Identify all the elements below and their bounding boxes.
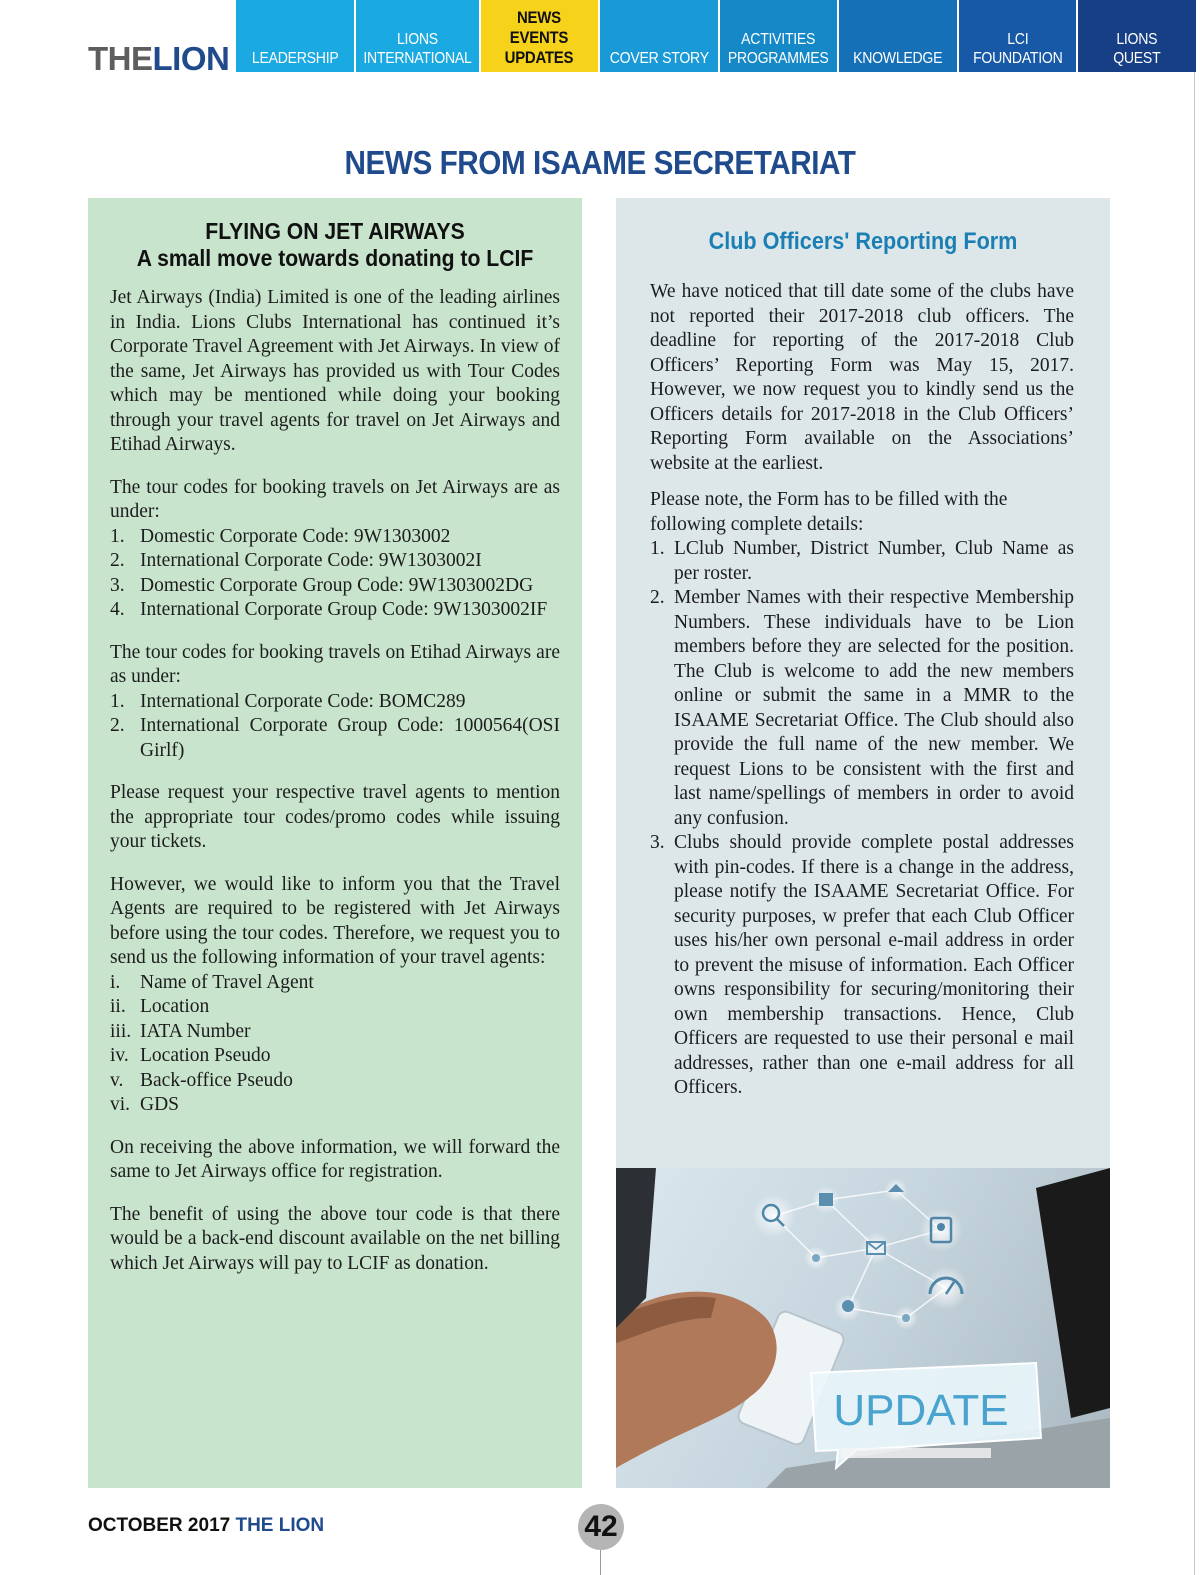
item-number: 2. [110, 715, 125, 736]
keyboard-shape [841, 1448, 991, 1458]
heading-line-1: FLYING ON JET AIRWAYS [205, 218, 465, 244]
item-text: Domestic Corporate Code: 9W1303002 [140, 525, 451, 547]
nav-tab-knowledge[interactable] [837, 0, 957, 72]
nav-tab-lions-international[interactable] [354, 0, 479, 72]
item-text: Member Names with their respective Membership Numbers. These individuals have to be Lion members before they are selected for the position. The Club is welcome to add the new members online or submit the same in a MMR to the ISAAME Secretariat Office. The Club should also provide the full name of the new member. We request Lions to be consistent with the first and last name/spellings of members in order to avoid any confusion. [674, 587, 1074, 829]
item-number: 2. [650, 587, 665, 608]
list-item [650, 586, 1074, 831]
paragraph: The tour codes for booking travels on Etihad Airways are as under: [110, 641, 560, 687]
lightbulb-icon [834, 1294, 862, 1322]
list-item [110, 1069, 560, 1094]
item-number: 4. [110, 599, 125, 620]
update-illustration-svg [616, 1168, 1110, 1488]
item-number: 3. [110, 574, 125, 596]
item-text: Name of Travel Agent [140, 971, 314, 993]
calendar-icon [812, 1186, 840, 1214]
paragraph: On receiving the above information, we will forward the same to Jet Airways office for registration. [110, 1136, 560, 1182]
mail-icon [860, 1232, 892, 1264]
list-item [110, 1044, 560, 1069]
item-number: 3. [650, 832, 665, 853]
item-text: International Corporate Code: BOMC289 [140, 690, 466, 712]
footer-issue [88, 1515, 324, 1537]
update-caption: UPDATE [833, 1386, 1009, 1435]
list-item [110, 690, 560, 715]
list-item [110, 525, 560, 550]
nav-tab-lions-quest[interactable] [1076, 0, 1196, 72]
item-number: ii. [110, 996, 126, 1017]
heart-icon [894, 1306, 918, 1330]
item-number: vi. [110, 1094, 131, 1115]
paragraph: The benefit of using the above tour code is that there would be a back-end discount available on the net billing which Jet Airways will pay to LCIF as donation. [110, 1203, 560, 1274]
list-item [110, 995, 560, 1020]
item-number: iii. [110, 1020, 132, 1042]
jet-tour-codes-list [110, 525, 560, 623]
logo-the: THE [88, 40, 153, 77]
page-number: 42 [578, 1504, 624, 1550]
list-item [110, 549, 560, 574]
section-nav [234, 0, 1196, 72]
item-number: 2. [110, 550, 125, 571]
paragraph: However, we would like to inform you that the Travel Agents are required to be registered with Jet Airways before using the tour codes. Therefore, we request you to send us the following information of your travel agents: [110, 873, 560, 968]
etihad-tour-codes-list [110, 690, 560, 764]
item-text: Location [140, 996, 210, 1017]
list-item [650, 537, 1074, 586]
item-text: IATA Number [140, 1020, 251, 1042]
gauge-icon [924, 1266, 968, 1310]
item-text: Back-office Pseudo [140, 1069, 293, 1091]
magazine-logo [88, 40, 229, 78]
item-text: Location Pseudo [140, 1045, 271, 1066]
paragraph: The tour codes for booking travels on Jet Airways are as under: [110, 476, 560, 522]
item-number: iv. [110, 1045, 129, 1066]
agent-info-list [110, 971, 560, 1118]
search-icon [752, 1194, 796, 1238]
item-text: International Corporate Group Code: 1000564(OSI Girlf) [140, 715, 560, 761]
nav-tab-lci-foundation[interactable] [957, 0, 1077, 72]
paragraph: Please note, the Form has to be filled with the following complete details: [650, 489, 1008, 535]
list-item [110, 574, 560, 599]
list-item [110, 598, 560, 623]
nav-tab-label: ACTIVITIES PROGRAMMES [728, 31, 829, 67]
nav-tab-label: NEWS EVENTS UPDATES [505, 8, 574, 67]
page-number-divider [600, 1550, 601, 1575]
nav-tab-label: KNOWLEDGE [853, 50, 943, 67]
paragraph: We have noticed that till date some of the clubs have not reported their 2017-2018 club officers. The deadline for reporting of the 2017-2018 Club Officers’ Reporting Form was May 15, 2017. However, we now request you to kindly send us the Officers details for 2017-2018 in the Club Officers’ Reporting Form available on the Associations’ website at the earliest. [650, 281, 1074, 474]
list-item [650, 831, 1074, 1101]
item-text: Clubs should provide complete postal addresses with pin-codes. If there is a change in the address, please notify the ISAAME Secretariat Office. For security purposes, w prefer that each Club Officer uses his/her own personal e-mail address in order to prevent the misuse of information. Each Officer owns responsibility for securing/monitoring their own membership transactions. Hence, Club Officers are requested to use their personal e mail addresses, rather than one e-mail address for all Officers. [674, 832, 1074, 1098]
item-number: 1. [110, 690, 125, 712]
item-text: Domestic Corporate Group Code: 9W1303002DG [140, 574, 534, 596]
item-text: GDS [140, 1094, 180, 1115]
list-item [110, 714, 560, 763]
item-text: International Corporate Group Code: 9W1303002IF [140, 599, 548, 620]
item-text: LClub Number, District Number, Club Name as per roster. [674, 538, 1074, 584]
required-details-list [650, 537, 1074, 1101]
heading-line-2: A small move towards donating to LCIF [136, 245, 534, 271]
item-text: International Corporate Code: 9W1303002I [140, 550, 482, 571]
settings-icon [804, 1246, 828, 1270]
nav-tab-label: COVER STORY [609, 50, 709, 67]
laptop-screen-shape [1036, 1168, 1110, 1418]
article-heading: Club Officers' Reporting Form [708, 228, 1018, 255]
list-item [110, 1093, 560, 1118]
nav-tab-label: LIONS INTERNATIONAL [362, 31, 472, 67]
page-edge-divider [1194, 72, 1195, 1575]
nav-tab-news-events-updates[interactable] [479, 0, 599, 72]
list-item [110, 1020, 560, 1045]
update-illustration [616, 1168, 1110, 1488]
article-heading [128, 218, 542, 272]
page-title: NEWS FROM ISAAME SECRETARIAT [344, 144, 856, 181]
list-item [110, 971, 560, 996]
home-icon [884, 1178, 908, 1202]
nav-tab-label: LIONS QUEST [1113, 31, 1161, 67]
jet-airways-article [88, 198, 582, 1488]
item-number: v. [110, 1069, 124, 1091]
nav-tab-leadership[interactable] [234, 0, 354, 72]
logo-lion: LION [152, 40, 230, 77]
article-body [110, 286, 560, 1276]
article-body [616, 280, 1110, 1101]
item-number: 1. [110, 525, 125, 547]
network-lines [774, 1190, 946, 1318]
nav-tab-activities-programmes[interactable] [718, 0, 838, 72]
paragraph: Jet Airways (India) Limited is one of the leading airlines in India. Lions Clubs International has continued it’s Corporate Travel Agreement with Jet Airways. In view of the same, Jet Airways has provided us with Tour Codes which may be mentioned while doing your booking through your travel agents for travel on Jet Airways and Etihad Airways. [110, 287, 560, 455]
paragraph: Please request your respective travel agents to mention the appropriate tour codes/promo codes while issuing your tickets. [110, 782, 560, 852]
issue-date: OCTOBER 2017 [88, 1515, 231, 1536]
nav-tab-label: LEADERSHIP [251, 50, 339, 67]
magazine-name: THE LION [235, 1515, 325, 1536]
nav-tab-cover-story[interactable] [598, 0, 718, 72]
item-number: 1. [650, 538, 665, 559]
contact-card-icon [919, 1208, 963, 1252]
item-number: i. [110, 971, 121, 993]
nav-tab-label: LCI FOUNDATION [972, 31, 1063, 67]
